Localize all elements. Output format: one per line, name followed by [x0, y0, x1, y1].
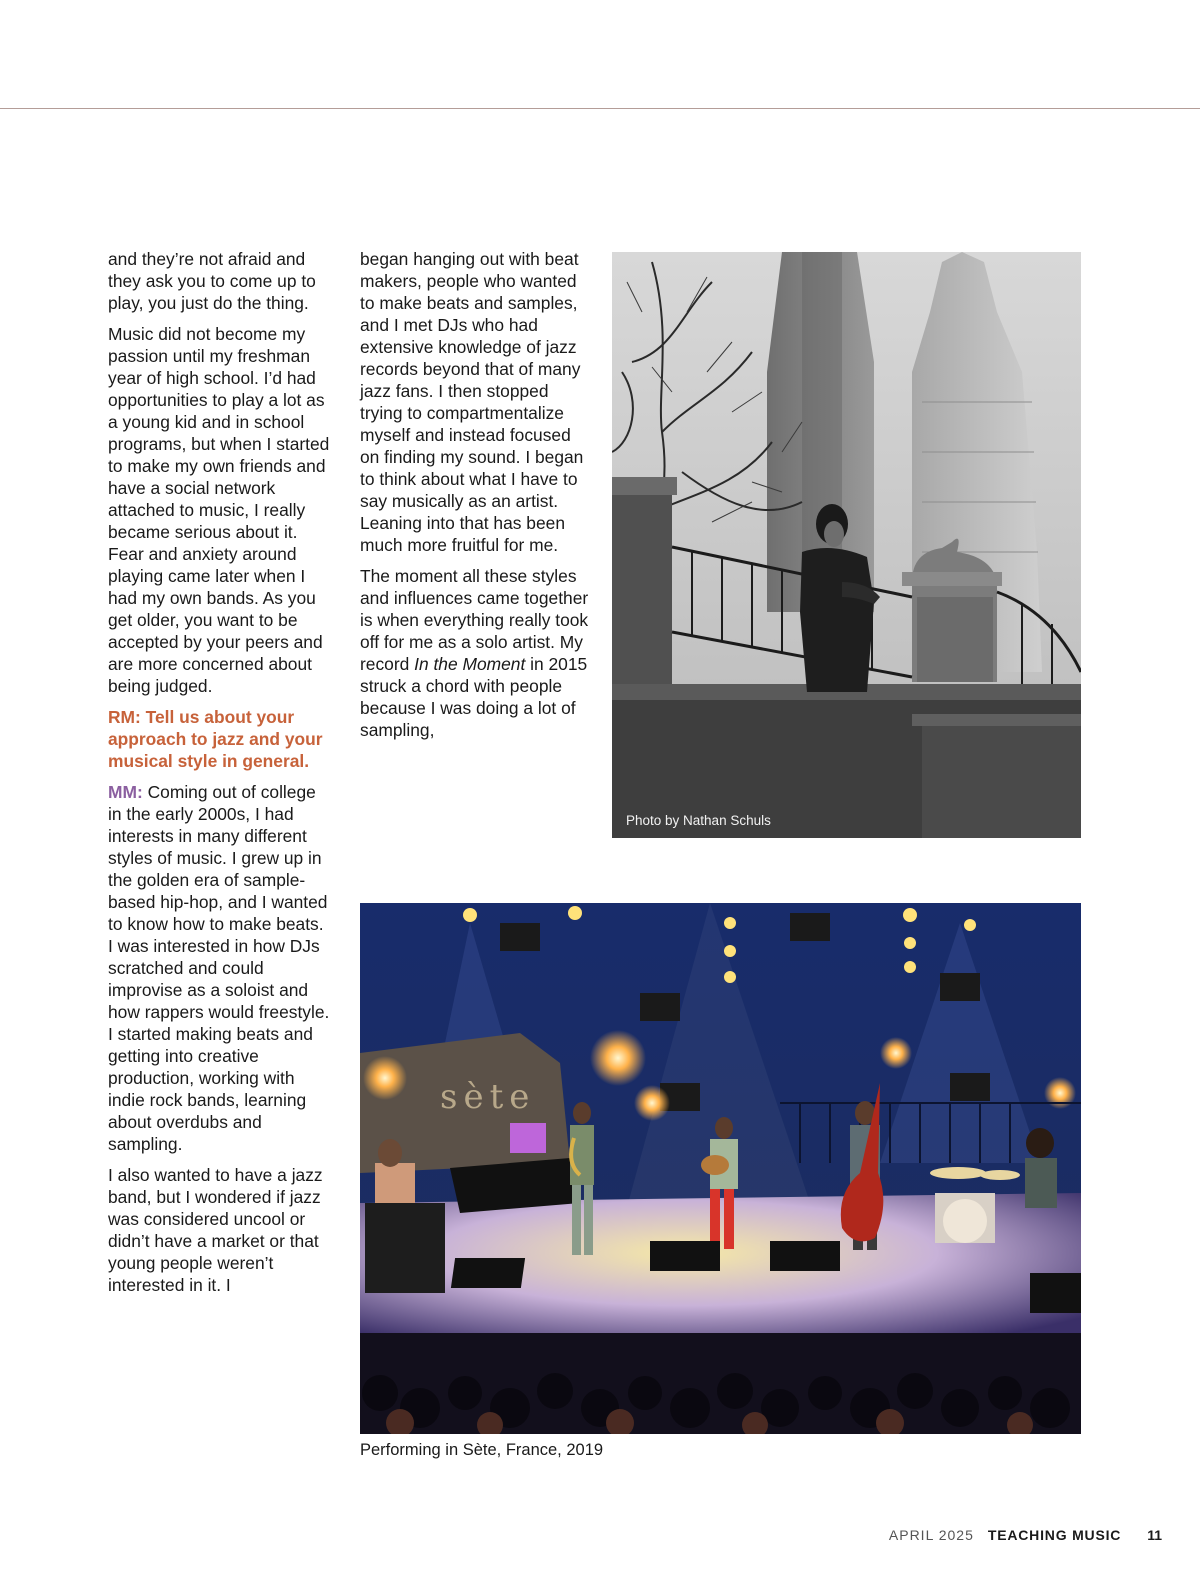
paragraph: The moment all these styles and influences came together is when everything really took off for me as a solo artist. My record In the Moment in 2015 struck a chord with people because I was doing a lot of sampling,: [360, 566, 589, 740]
paragraph: I also wanted to have a jazz band, but I wondered if jazz was considered uncool or didn’t have a market or that young people weren’t interested in it. I: [108, 1165, 323, 1295]
bw-photo-illustration: [612, 252, 1081, 838]
stage-sign-text: sète: [440, 1077, 536, 1117]
article-column-1: [108, 248, 330, 1305]
interview-answer: [108, 781, 330, 1155]
bw-portrait-photo: [612, 252, 1081, 838]
paragraph: Music did not become my passion until my freshman year of high school. I’d had opportunities to play a lot as a young kid and in school programs, but when I started to make my own friends and have a social network attached to music, I really became serious about it. Fear and anxiety around playing came later when I had my own bands. As you get older, you want to be accepted by your peers and are more concerned about being judged.: [108, 324, 330, 696]
album-title: In the Moment: [414, 654, 526, 674]
paragraph: and they’re not afraid and they ask you to come up to play, you just do the thing.: [108, 249, 316, 313]
paragraph: began hanging out with beat makers, people who wanted to make beats and samples, and I met DJs who had extensive knowledge of jazz records beyond that of many jazz fans. I then stopped trying to compartmentalize myself and instead focused on finding my sound. I began to think about what I have to say musically as an artist. Leaning into that has been much more fruitful for me.: [360, 249, 584, 555]
speaker-label: MM:: [108, 782, 143, 802]
page-footer: [889, 1527, 1162, 1543]
photo-caption: Performing in Sète, France, 2019: [360, 1441, 604, 1459]
magazine-title: TEACHING MUSIC: [987, 1527, 1122, 1543]
stage-performance-photo: [360, 903, 1081, 1434]
photo-credit: Photo by Nathan Schuls: [626, 813, 771, 828]
top-rule: [0, 108, 1200, 109]
issue-date: APRIL 2025: [888, 1527, 974, 1543]
stage-photo-illustration: [360, 903, 1081, 1434]
answer-text: Coming out of college in the early 2000s, I had interests in many different styles of music. I grew up in the golden era of sample-based hip-hop, and I wanted to know how to make beats. I was interested in how DJs scratched and could improvise as a soloist and how rappers would freestyle. I started making beats and getting into creative production, working with indie rock bands, learning about overdubs and sampling.: [108, 782, 330, 1154]
article-column-2: [360, 248, 590, 750]
page-number: 11: [1147, 1527, 1162, 1543]
interview-question: RM: Tell us about your approach to jazz and your musical style in general.: [108, 707, 323, 771]
